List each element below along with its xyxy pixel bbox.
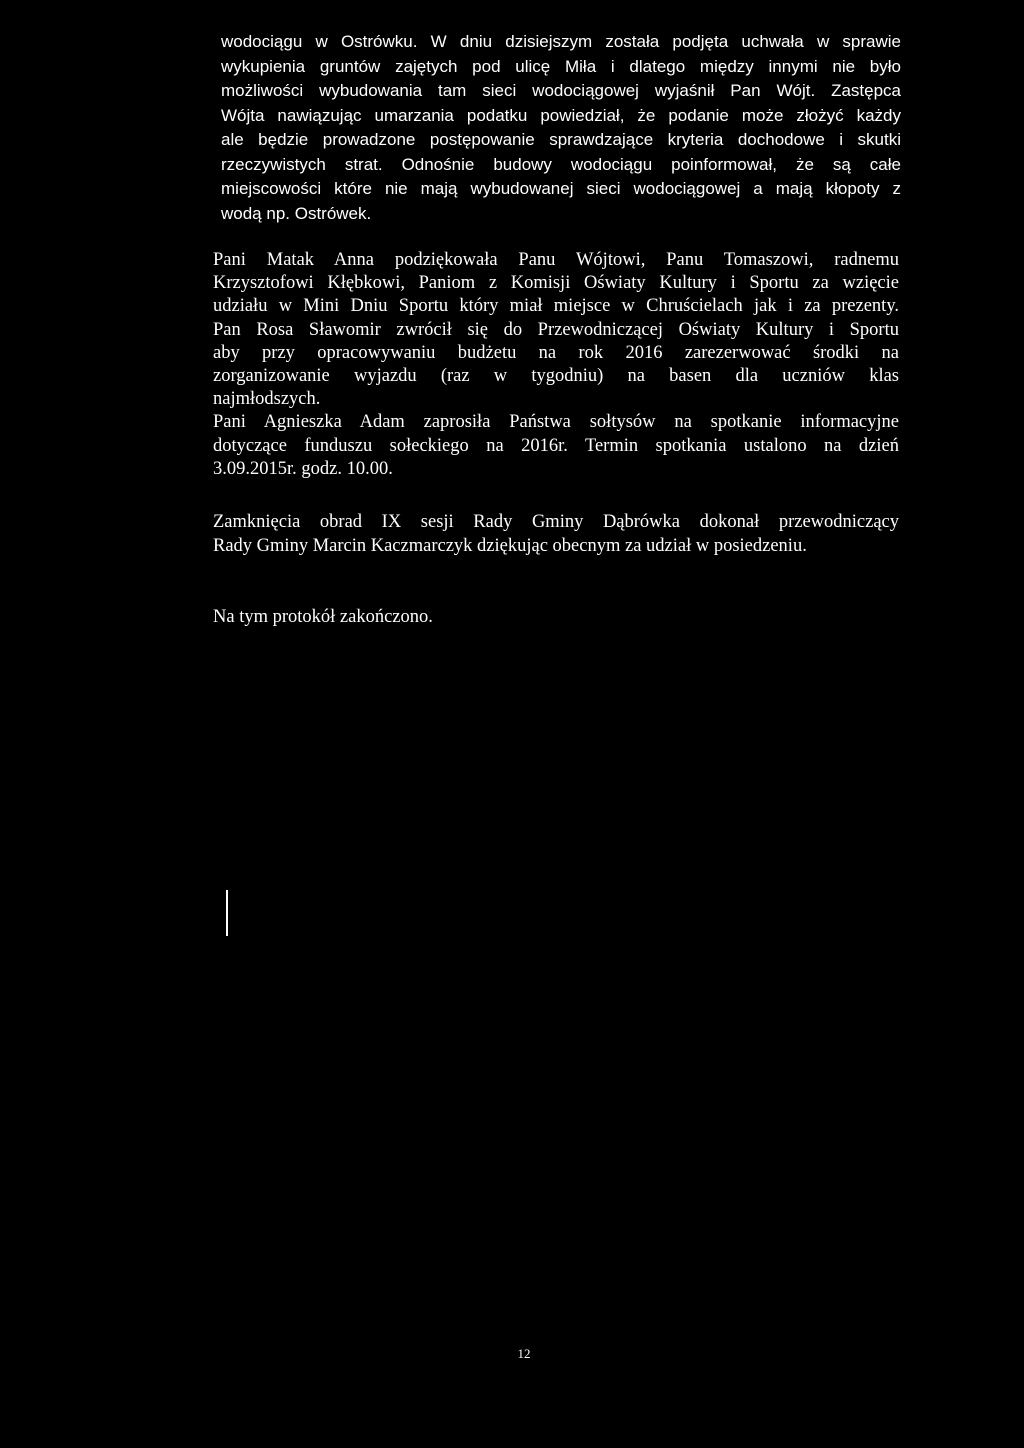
text-line: zorganizowanie wyjazdu (raz w tygodniu) na basen dla uczniów klas xyxy=(213,366,899,387)
text-line: Wójta nawiązując umarzania podatku powiedział, że podanie może złożyć każdy xyxy=(221,105,901,125)
text-line: Krzysztofowi Kłębkowi, Paniom z Komisji Oświaty Kultury i Sportu za wzięcie xyxy=(213,273,899,294)
paragraph-session-closing xyxy=(213,511,899,558)
paragraph-thanks-and-requests xyxy=(213,249,899,481)
text-line: Pan Rosa Sławomir zwrócił się do Przewodniczącej Oświaty Kultury i Sportu xyxy=(213,319,899,340)
text-line: Pani Agnieszka Adam zaprosiła Państwa sołtysów na spotkanie informacyjne xyxy=(213,412,899,433)
page-number: 12 xyxy=(517,1346,531,1361)
text-line: wodociągu w Ostrówku. W dniu dzisiejszym została podjęta uchwała w sprawie xyxy=(221,32,901,51)
paragraph-water-supply xyxy=(221,30,901,226)
text-line: ale będzie prowadzone postępowanie sprawdzające kryteria dochodowe i skutki xyxy=(221,130,901,149)
text-line: aby przy opracowywaniu budżetu na rok 2016 zarezerwować środki na xyxy=(213,342,899,363)
text-line: rzeczywistych strat. Odnośnie budowy wodociągu poinformował, że są całe xyxy=(221,154,901,174)
text-line: Rady Gminy Marcin Kaczmarczyk dziękując obecnym za udział w posiedzeniu. xyxy=(213,535,807,556)
text-line: możliwości wybudowania tam sieci wodociągowej wyjaśnił Pan Wójt. Zastępca xyxy=(221,81,901,100)
text-line: wodą np. Ostrówek. xyxy=(221,203,372,223)
text-line: 3.09.2015r. godz. 10.00. xyxy=(213,458,393,479)
text-line: udziału w Mini Dniu Sportu który miał miejsce w Chruścielach jak i za prezenty. xyxy=(213,296,899,317)
text-line: najmłodszych. xyxy=(213,389,321,410)
text-line: dotyczące funduszu sołeckiego na 2016r. Termin spotkania ustalono na dzień xyxy=(213,435,899,456)
closing-statement: Na tym protokół zakończono. xyxy=(213,607,433,627)
text-line: Pani Matak Anna podziękowała Panu Wójtowi, Panu Tomaszowi, radnemu xyxy=(213,250,899,270)
signature-mark xyxy=(226,890,228,936)
text-line: wykupienia gruntów zajętych pod ulicę Miła i dlatego między innymi nie było xyxy=(221,56,901,76)
text-line: Zamknięcia obrad IX sesji Rady Gminy Dąbrówka dokonał przewodniczący xyxy=(213,512,899,532)
text-line: miejscowości które nie mają wybudowanej sieci wodociągowej a mają kłopoty z xyxy=(221,179,901,198)
